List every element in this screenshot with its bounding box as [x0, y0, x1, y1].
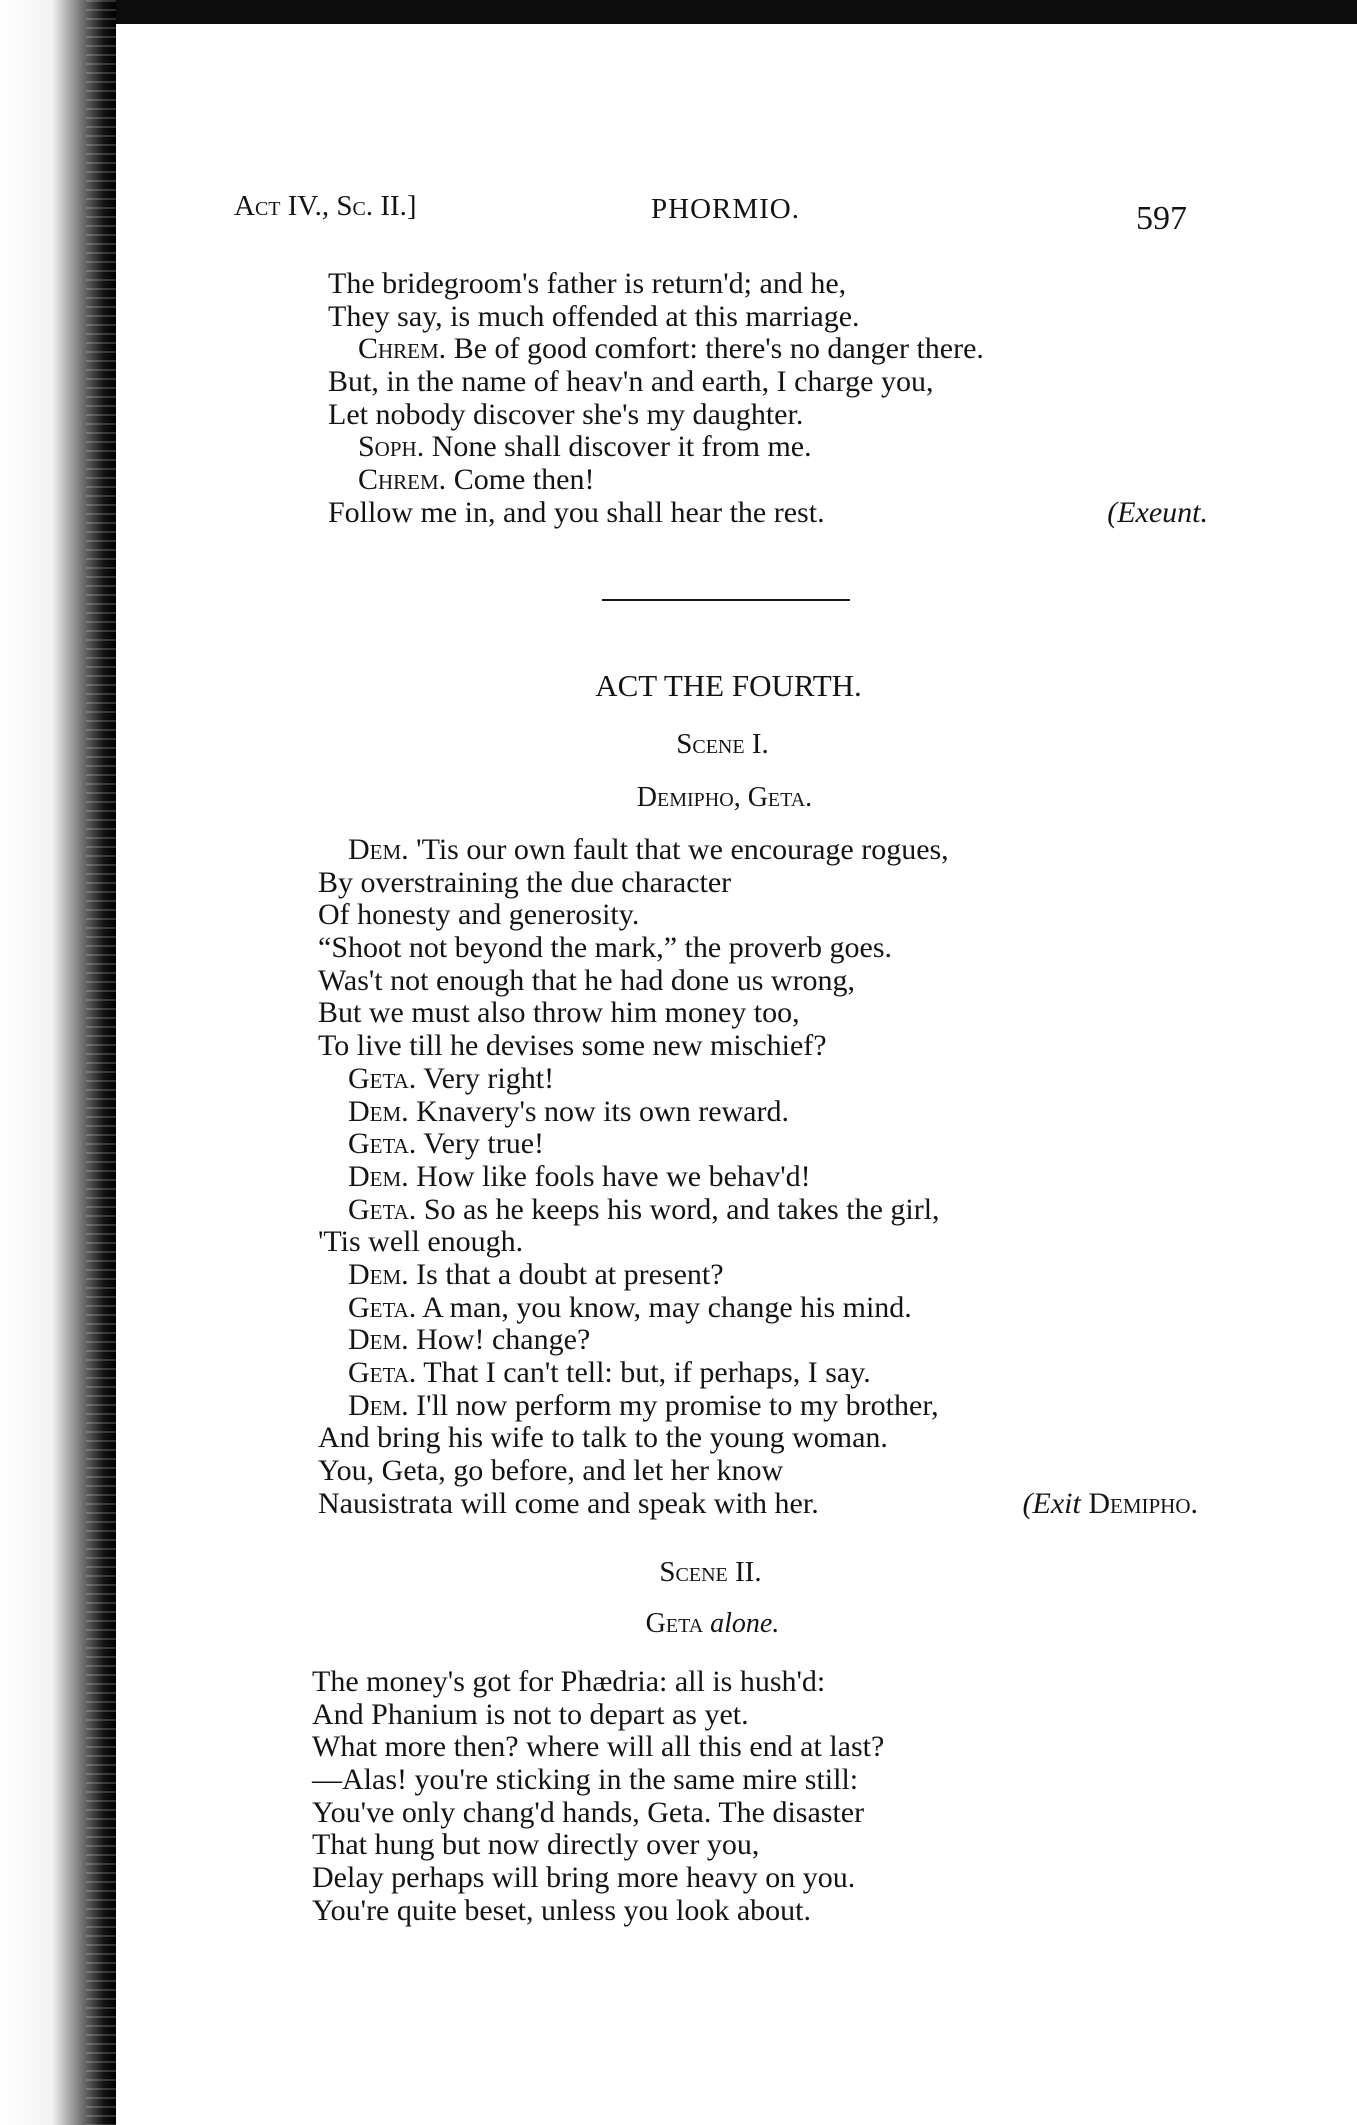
verse-line: “Shoot not beyond the mark,” the proverb goes. — [318, 931, 893, 965]
running-head-act-scene: Act IV., Sc. II.] — [234, 190, 417, 222]
speaker-name: Dem. — [348, 1257, 409, 1291]
verse-line: Dem. How! change? — [348, 1323, 591, 1357]
speaker-name: Dem. — [348, 1094, 409, 1128]
verse-line: What more then? where will all this end at last? — [312, 1730, 885, 1764]
verse-line: And bring his wife to talk to the young woman. — [318, 1421, 888, 1455]
book-spine-shadow — [0, 0, 116, 2125]
verse-line: The money's got for Phædria: all is hush'd: — [312, 1665, 826, 1698]
speaker-name: Dem. — [348, 1159, 409, 1193]
verse-line: Dem. Knavery's now its own reward. — [348, 1094, 789, 1128]
verse-line: To live till he devises some new mischief? — [318, 1029, 827, 1063]
verse-line: Nausistrata will come and speak with her. (Exit Demipho. — [318, 1486, 1198, 1520]
scene2-verse — [312, 1666, 1192, 1928]
stage-direction-exeunt: (Exeunt. — [1107, 495, 1208, 529]
speaker-name: Dem. — [348, 1388, 409, 1422]
speaker-name: Geta. — [348, 1290, 417, 1324]
verse-line: By overstraining the due character — [318, 865, 732, 899]
verse-line: That hung but now directly over you, — [312, 1828, 760, 1862]
verse-line: Geta. Very right! — [348, 1061, 555, 1095]
scan-top-border — [0, 0, 1357, 24]
running-head-title: PHORMIO. — [651, 193, 800, 225]
page-number: 597 — [1136, 200, 1187, 237]
verse-line: And Phanium is not to depart as yet. — [312, 1697, 749, 1731]
scene1-verse — [318, 834, 1198, 1520]
section-divider-rule — [602, 599, 850, 601]
verse-line: Geta. A man, you know, may change his mind. — [348, 1290, 912, 1324]
verse-line: Soph. None shall discover it from me. — [358, 430, 812, 464]
speaker-name: Dem. — [348, 1323, 409, 1357]
verse-line: Dem. How like fools have we behav'd! — [348, 1159, 811, 1193]
verse-line: Dem. I'll now perform my promise to my brother, — [348, 1388, 939, 1422]
speaker-name: Chrem. — [358, 332, 447, 366]
speaker-name: Geta. — [348, 1127, 417, 1161]
verse-line: Dem. Is that a doubt at present? — [348, 1257, 724, 1291]
previous-scene-verse — [328, 268, 1208, 530]
verse-line: But, in the name of heav'n and earth, I charge you, — [328, 365, 934, 399]
scene-heading: Scene I. — [676, 728, 769, 760]
verse-line: But we must also throw him money too, — [318, 996, 800, 1030]
verse-line: You, Geta, go before, and let her know — [318, 1454, 784, 1488]
speaker-name: Dem. — [348, 833, 409, 866]
stage-direction-exit: (Exit Demipho. — [1022, 1486, 1198, 1520]
speaker-name: Soph. — [358, 430, 425, 464]
verse-line: 'Tis well enough. — [318, 1225, 524, 1259]
verse-line: You're quite beset, unless you look about. — [312, 1893, 811, 1927]
verse-line: Delay perhaps will bring more heavy on you. — [312, 1861, 856, 1895]
scene-cast-list: Geta alone. — [645, 1608, 780, 1639]
verse-line: Chrem. Be of good comfort: there's no danger there. — [358, 332, 984, 366]
speaker-name: Geta. — [348, 1356, 417, 1389]
speaker-name: Chrem. — [358, 463, 447, 497]
act-heading: ACT THE FOURTH. — [595, 668, 862, 703]
verse-line: —Alas! you're sticking in the same mire still: — [312, 1763, 859, 1797]
verse-line: Chrem. Come then! — [358, 463, 595, 497]
verse-line: Was't not enough that he had done us wrong, — [318, 963, 856, 997]
speaker-name: Geta. — [348, 1192, 417, 1226]
verse-line: You've only chang'd hands, Geta. The disaster — [312, 1795, 865, 1829]
scene-cast-list: Demipho, Geta. — [636, 782, 813, 813]
verse-line: Geta. That I can't tell: but, if perhaps, I say. — [348, 1356, 871, 1389]
verse-line: Of honesty and generosity. — [318, 898, 640, 932]
verse-line: Dem. 'Tis our own fault that we encourage rogues, — [348, 833, 949, 866]
verse-line: The bridegroom's father is return'd; and he, — [328, 267, 847, 300]
speaker-name: Geta. — [348, 1061, 417, 1095]
verse-line: Let nobody discover she's my daughter. — [328, 397, 804, 431]
verse-line: Follow me in, and you shall hear the rest. (Exeunt. — [328, 495, 1208, 529]
verse-line: They say, is much offended at this marriage. — [328, 299, 860, 333]
verse-line: Geta. So as he keeps his word, and takes the girl, — [348, 1192, 940, 1226]
scene-heading: Scene II. — [659, 1556, 762, 1588]
verse-line: Geta. Very true! — [348, 1127, 545, 1161]
